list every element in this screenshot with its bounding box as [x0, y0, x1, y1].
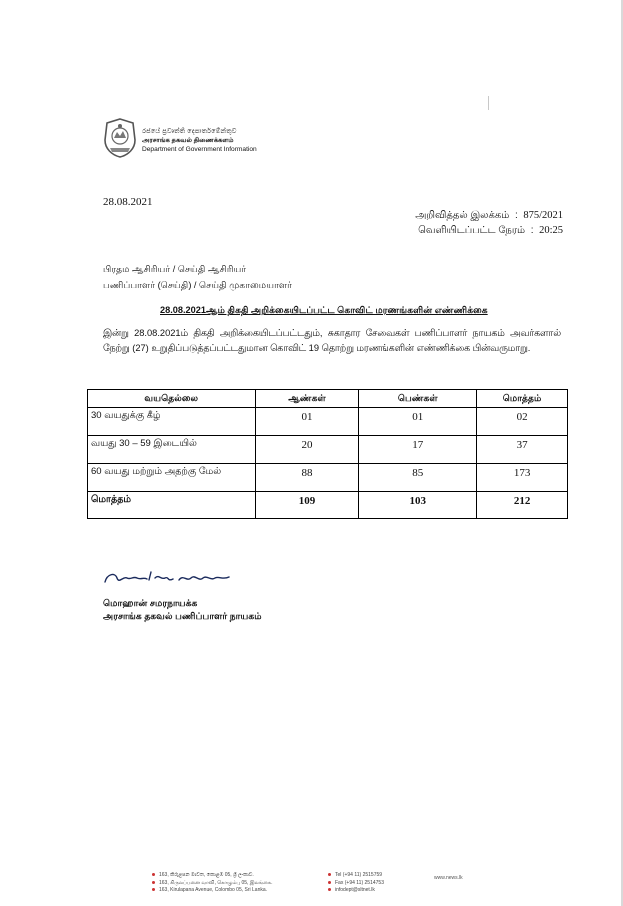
- release-number: 875/2021: [523, 210, 563, 221]
- release-time-label: வெளியிடப்பட்ட நேரம்: [418, 225, 526, 236]
- department-name-sinhala: රජයේ ප්‍රවෘත්ති දෙපාර්තමේන්තුව: [142, 128, 237, 135]
- release-reference: [415, 208, 563, 238]
- fax-icon: [328, 881, 331, 884]
- column-header-age-range: வயதெல்லை: [88, 390, 256, 408]
- department-name-tamil: அரசாங்க தகவல் திணைக்களம்: [142, 137, 234, 145]
- department-name-english: Department of Government Information: [142, 146, 257, 154]
- handwritten-signature: [103, 568, 243, 590]
- recipients-line-1: பிரதம ஆசிரியர் / செய்தி ஆசிரியர்: [103, 264, 247, 274]
- release-time-separator: :: [530, 225, 534, 236]
- females-cell: 17: [359, 436, 477, 464]
- footer-email: infodept@sltnet.lk: [328, 887, 384, 895]
- document-heading: 28.08.2021ஆம் திகதி அறிக்கையிடப்பட்ட கொவிட் மரணங்களின் எண்ணிக்கை: [160, 305, 488, 315]
- bullet-icon: [152, 873, 155, 876]
- table-total-row: [88, 492, 568, 519]
- document-date: 28.08.2021: [103, 196, 153, 208]
- phone-icon: [328, 873, 331, 876]
- footer-address-english: 163, Kirulapana Avenue, Colombo 05, Sri Lanka.: [152, 887, 273, 895]
- bullet-icon: [152, 888, 155, 891]
- males-total-cell: 109: [255, 492, 359, 519]
- females-total-cell: 103: [359, 492, 477, 519]
- females-cell: 85: [359, 464, 477, 492]
- table-row: [88, 408, 568, 436]
- intro-paragraph: இன்று 28.08.2021ம் திகதி அறிக்கையிடப்பட்டதும், சுகாதார சேவைகள் பணிப்பாளர் நாயகம் அவர்களால் நேற்று (27) உறுதிப்படுத்தப்பட்டதுமான கொவிட் 19 தொற்று மரணங்களின் எண்ணிக்கை பின்வருமாறு.: [103, 328, 561, 353]
- table-header-row: [88, 390, 568, 408]
- age-range-cell: 30 வயதுக்கு கீழ்: [88, 408, 256, 436]
- crop-mark: [488, 96, 489, 110]
- footer-address: [152, 872, 273, 895]
- column-header-total: மொத்தம்: [477, 390, 568, 408]
- bullet-icon: [152, 881, 155, 884]
- males-cell: 88: [255, 464, 359, 492]
- column-header-females: பெண்கள்: [359, 390, 477, 408]
- total-cell: 173: [477, 464, 568, 492]
- signatory: [103, 597, 262, 623]
- males-cell: 01: [255, 408, 359, 436]
- footer-address-sinhala: 163, කිරුළපන මාවත, කොළඹ 05, ශ්‍රී ලංකාව.: [152, 872, 273, 880]
- age-range-cell: 60 வயது மற்றும் அதற்கு மேல்: [88, 464, 256, 492]
- total-cell: 02: [477, 408, 568, 436]
- females-cell: 01: [359, 408, 477, 436]
- table-row: [88, 464, 568, 492]
- signatory-name: மொஹான் சமரநாயக்க: [103, 598, 198, 608]
- column-header-males: ஆண்கள்: [255, 390, 359, 408]
- release-time: 20:25: [539, 225, 563, 236]
- recipients-line-2: பணிப்பாளர் (செய்தி) / செய்தி முகாமையாளர்: [103, 280, 292, 290]
- footer-telephone: Tel (+94 11) 2515759: [328, 872, 384, 880]
- footer-fax: Fax (+94 11) 2514753: [328, 880, 384, 888]
- release-number-row: [415, 208, 563, 223]
- email-icon: [328, 888, 331, 891]
- footer-address-tamil: 163, கிருலப்பனை வாவி, கொழும்பு 05, இலங்கை.: [152, 880, 273, 888]
- grand-total-cell: 212: [477, 492, 568, 519]
- covid-deaths-table: [87, 389, 568, 519]
- age-range-cell: வயது 30 – 59 இடையில்: [88, 436, 256, 464]
- footer-website: www.news.lk: [434, 875, 463, 881]
- footer-contact: [328, 872, 384, 895]
- department-header: [142, 127, 257, 155]
- recipients: [103, 261, 292, 293]
- signatory-title: அரசாங்க தகவல் பணிப்பாளர் நாயகம்: [103, 611, 262, 621]
- government-emblem-icon: [103, 118, 137, 158]
- total-label-cell: மொத்தம்: [88, 492, 256, 519]
- males-cell: 20: [255, 436, 359, 464]
- release-number-label: அறிவித்தல் இலக்கம்: [415, 210, 510, 221]
- release-number-separator: :: [514, 210, 518, 221]
- release-time-row: [415, 223, 563, 238]
- table-row: [88, 436, 568, 464]
- total-cell: 37: [477, 436, 568, 464]
